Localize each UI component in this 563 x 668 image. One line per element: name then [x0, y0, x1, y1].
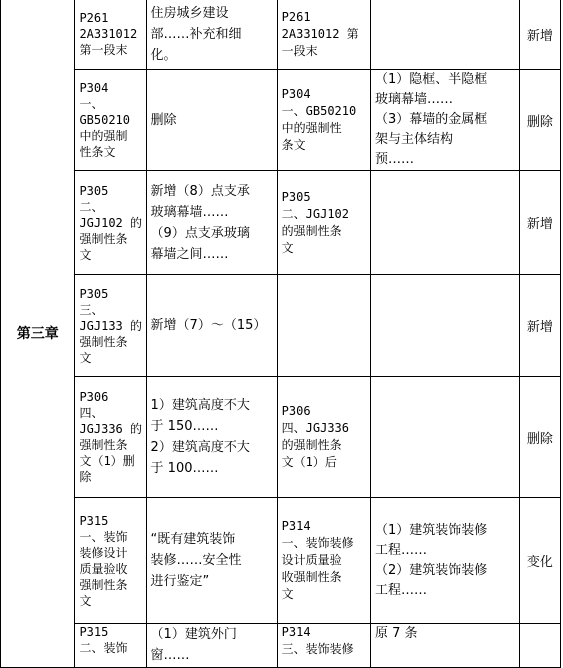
change-type: 删除 — [519, 70, 560, 171]
original-reference: P315 二、装饰 — [75, 624, 146, 668]
table-row — [1, 275, 561, 377]
new-content — [370, 171, 519, 275]
original-content: 新增（8）点支承 玻璃幕墙…… （9）点支承玻璃 幕墙之间…… — [146, 171, 277, 275]
change-type: 新增 — [519, 171, 560, 275]
original-content: 住房城乡建设 部……补充和细 化。 — [146, 0, 277, 70]
table-row — [1, 70, 561, 171]
new-content — [370, 275, 519, 377]
original-content: 删除 — [146, 70, 277, 171]
original-reference: P304 一、 GB50210 中的强制 性条文 — [75, 70, 146, 171]
table-row — [1, 0, 561, 70]
new-content — [370, 0, 519, 70]
new-reference: P306 四、JGJ336 的强制性条 文（1）后 — [277, 377, 370, 498]
original-reference: P261 2A331012 第一段末 — [75, 0, 146, 70]
change-type: 删除 — [519, 377, 560, 498]
original-reference: P305 二、 JGJ102 的 强制性条 文 — [75, 171, 146, 275]
new-reference: P314 一、装饰装修 设计质量验 收强制性条 文 — [277, 498, 370, 624]
new-reference: P261 2A331012 第 一段末 — [277, 0, 370, 70]
new-content: 原 7 条 — [370, 624, 519, 668]
chapter-label: 第三章 — [1, 0, 75, 668]
change-type: 新增 — [519, 275, 560, 377]
change-type: 变化 — [519, 498, 560, 624]
new-reference: P305 二、JGJ102 的强制性条 文 — [277, 171, 370, 275]
original-content: “既有建筑装饰 装修……安全性 进行鉴定” — [146, 498, 277, 624]
original-reference: P305 三、 JGJ133 的 强制性条 文 — [75, 275, 146, 377]
table-row — [1, 171, 561, 275]
original-content: 新增（7）～（15） — [146, 275, 277, 377]
new-reference: P304 一、GB50210 中的强制性 条文 — [277, 70, 370, 171]
original-content: 1）建筑高度不大 于 150…… 2）建筑高度不大 于 100…… — [146, 377, 277, 498]
new-content: （1）隐框、半隐框 玻璃幕墙…… （3）幕墙的金属框 架与主体结构 预…… — [370, 70, 519, 171]
new-reference: P314 三、装饰装修 — [277, 624, 370, 668]
new-reference — [277, 275, 370, 377]
original-reference: P315 一、装饰 装修设计 质量验收 强制性条 文 — [75, 498, 146, 624]
table-row — [1, 498, 561, 624]
new-content — [370, 377, 519, 498]
original-reference: P306 四、 JGJ336 的 强制性条 文（1）删 除 — [75, 377, 146, 498]
original-content: （1）建筑外门 窗…… — [146, 624, 277, 668]
change-type: 新增 — [519, 0, 560, 70]
new-content: （1）建筑装饰装修 工程…… （2）建筑装饰装修 工程…… — [370, 498, 519, 624]
table-row — [1, 377, 561, 498]
